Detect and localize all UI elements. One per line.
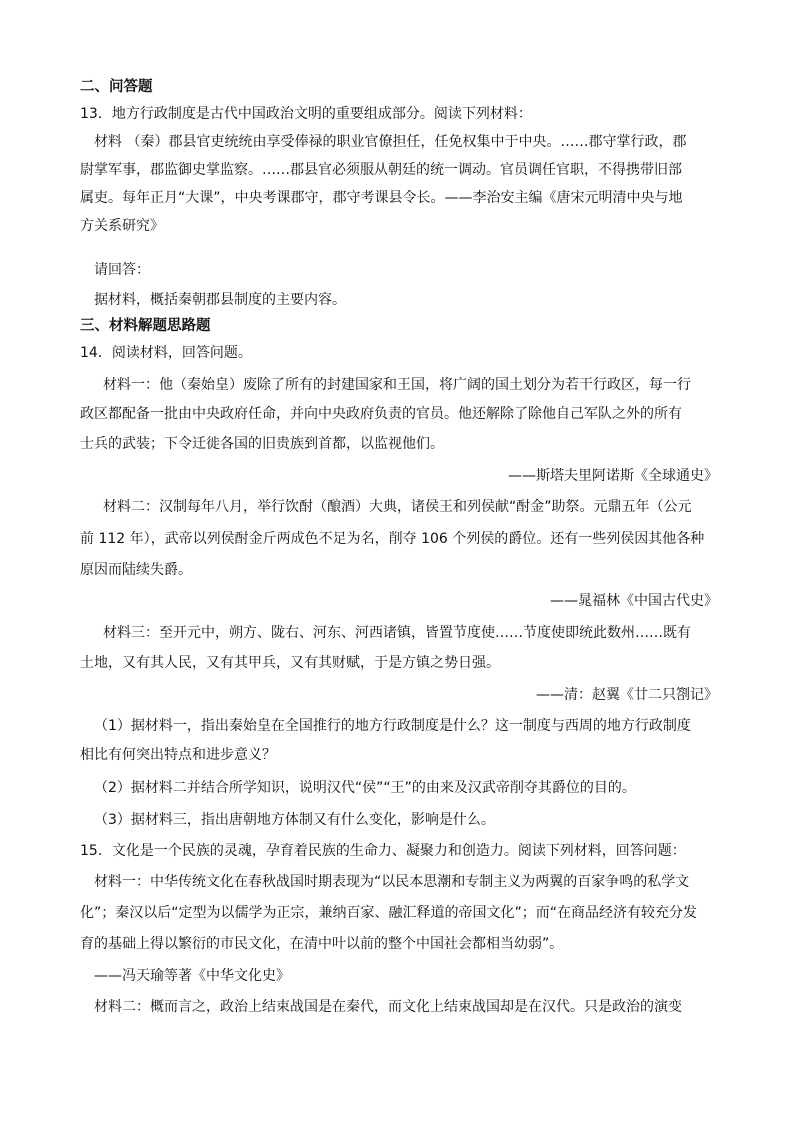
q14-m1-line: 材料一：他（秦始皇）废除了所有的封建国家和王国，将广阔的国土划分为若干行政区，每一行 [103,377,691,393]
q13-material-line: 方关系研究》 [80,218,164,234]
q15-m1-line: 材料一：中华传统文化在春秋战国时期表现为“以民本思潮和专制主义为两翼的百家争鸣的私学文 [94,874,690,890]
q14-sub2: （2）据材料二并结合所学知识，说明汉代“侯”“王”的由来及汉武帝削夺其爵位的目的。 [94,780,636,796]
section-title-material: 三、材料解题思路题 [80,318,211,334]
q14-sub1-line: （1）据材料一，指出秦始皇在全国推行的地方行政制度是什么？这一制度与西周的地方行政制度 [94,718,691,734]
q14-m1-source: ——斯塔夫里阿诺斯《全球通史》 [508,468,718,484]
q15-m1-line: 化”；秦汉以后“定型为以儒学为正宗，兼纳百家、融汇释道的帝国文化”；而“在商品经济有较充分发 [80,905,698,921]
q14-m2-line: 前 112 年），武帝以列侯酎金斤两成色不足为名，削夺 106 个列侯的爵位。还有一些列侯因其他各种 [80,531,705,547]
q13-question: 据材料，概括秦朝郡县制度的主要内容。 [94,292,346,308]
q14-m2-line: 材料二：汉制每年八月，举行饮酎（酿酒）大典，诸侯王和列侯献“酎金”助祭。元鼎五年（公元 [103,499,692,515]
q13-intro: 13．地方行政制度是古代中国政治文明的重要组成部分。阅读下列材料： [80,106,532,122]
q14-m2-line: 原因而陆续失爵。 [80,562,192,578]
q14-m3-line: 材料三：至开元中，朔方、陇右、河东、河西诸镇，皆置节度使……节度使即统此数州……既有 [103,625,691,641]
q15-m1-line: 育的基础上得以繁衍的市民文化，在清中叶以前的整个中国社会都相当幼弱”。 [80,936,564,952]
q14-m3-line: 土地，又有其人民，又有其甲兵，又有其财赋，于是方镇之势日强。 [80,655,500,671]
q15-m2-line: 材料二：概而言之，政治上结束战国是在秦代，而文化上结束战国却是在汉代。只是政治的演变 [94,999,682,1015]
q13-material-line: 材料 （秦）郡县官吏统统由享受俸禄的职业官僚担任，任免权集中于中央。……郡守掌行政，郡 [94,134,687,150]
q13-prompt: 请回答： [94,262,150,278]
q15-m1-source: ——冯天瑜等著《中华文化史》 [94,968,290,984]
q14-m1-line: 政区都配备一批由中央政府任命，并向中央政府负责的官员。他还解除了除他自己军队之外的所有 [80,406,682,422]
q14-m2-source: ——晁福林《中国古代史》 [550,593,718,609]
q14-m1-line: 士兵的武装；下令迁徙各国的旧贵族到首都，以监视他们。 [80,436,444,452]
q14-sub1-line: 相比有何突出特点和进步意义？ [80,747,276,763]
q13-material-line: 属吏。每年正月“大课”，中央考课郡守，郡守考课县令长。——李治安主编《唐宋元明清中央与地 [80,190,683,206]
q15-intro: 15．文化是一个民族的灵魂，孕育着民族的生命力、凝聚力和创造力。阅读下列材料，回答问题： [80,843,686,859]
q14-sub3: （3）据材料三，指出唐朝地方体制又有什么变化，影响是什么。 [94,812,495,828]
section-title-qa: 二、问答题 [80,79,153,95]
q14-m3-source: ——清：赵翼《廿二只劄记》 [536,687,718,703]
q14-intro: 14．阅读材料，回答问题。 [80,345,252,361]
q13-material-line: 尉掌军事，郡监御史掌监察。……郡县官必须服从朝廷的统一调动。官员调任官职，不得携带旧部 [80,162,682,178]
